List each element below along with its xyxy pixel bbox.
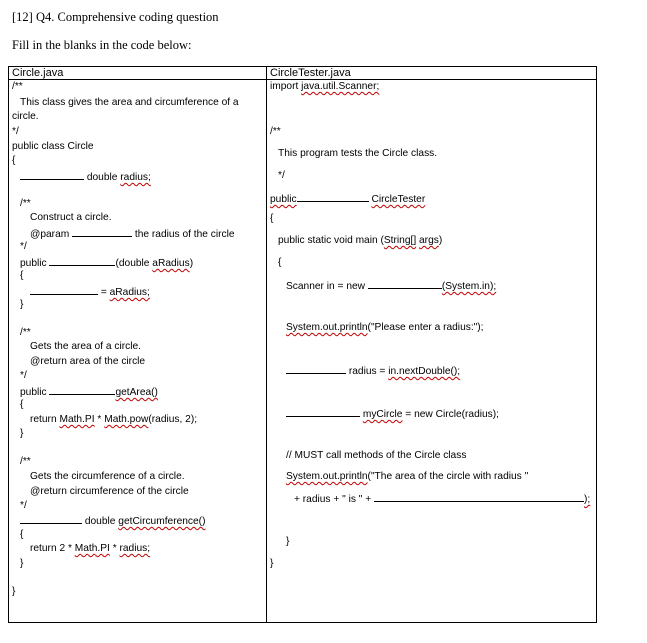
area-return [30, 414, 197, 426]
tester-class-name: CircleTester [371, 194, 426, 205]
class-open-brace: { [12, 155, 16, 166]
mycircle-var: myCircle [362, 409, 403, 420]
ctor-doc-param-line [30, 227, 235, 241]
tester-doc-text: This program tests the Circle class. [278, 148, 438, 159]
scanner-class-blank[interactable] [368, 279, 442, 289]
main-pre: public static void main ( [278, 235, 384, 246]
must-comment: // MUST call methods of the Circle class [286, 450, 467, 461]
import-package: java.util.Scanner; [301, 81, 380, 92]
area-doc-text: Gets the area of a circle. [30, 341, 141, 352]
tester-class-decl [270, 192, 425, 206]
tester-public: public [270, 194, 297, 205]
circ-doc-text: Gets the circumference of a circle. [30, 471, 185, 482]
area-close-brace: } [20, 428, 24, 439]
radius-type-blank[interactable] [286, 364, 346, 374]
circ-doc-return: @return circumference of the circle [30, 486, 189, 497]
param-name-blank[interactable] [72, 227, 132, 237]
class-doc-close: */ [12, 126, 19, 137]
field-modifier-blank[interactable] [20, 170, 84, 180]
scanner-pre: Scanner in = new [286, 281, 366, 292]
print1-line [286, 322, 484, 334]
ctor-doc-text: Construct a circle. [30, 212, 112, 223]
area-math-pow: Math.pow [104, 414, 149, 425]
main-signature [278, 235, 442, 247]
area-doc-close: */ [20, 370, 27, 381]
circle-java-filename: Circle.java [12, 67, 64, 79]
end-semicolon: ); [584, 494, 591, 505]
area-method-name: getArea() [115, 387, 158, 398]
question-title: [12] Q4. Comprehensive coding question [12, 10, 219, 24]
scanner-line [286, 279, 496, 293]
circ-modifier-blank[interactable] [20, 514, 82, 524]
field-name: radius; [120, 172, 151, 183]
main-post: ) [438, 235, 443, 246]
print2-arg: ("The area of the circle with radius " [367, 471, 529, 482]
ctor-assign-blank[interactable] [30, 285, 98, 295]
ctor-param-name: aRadius [152, 258, 190, 269]
circ-math-pi: Math.PI [74, 543, 110, 554]
area-return-type-blank[interactable] [49, 385, 115, 395]
main-open-brace: { [278, 257, 282, 268]
column-divider [266, 66, 267, 623]
print2-call: System.out.println [286, 471, 368, 482]
circ-radius: radius; [119, 543, 151, 554]
main-close-brace: } [286, 536, 290, 547]
print2-line [286, 471, 528, 483]
area-mul: * [94, 414, 105, 425]
circ-return [30, 543, 150, 555]
ctor-assign [30, 285, 150, 299]
ctor-name-blank[interactable] [49, 256, 115, 266]
radius-eq: radius = [348, 366, 386, 377]
ctor-doc-param-desc: the radius of the circle [134, 229, 235, 240]
header-divider [8, 79, 597, 80]
field-line [20, 170, 151, 184]
ctor-assign-eq: = [100, 287, 107, 298]
concat-line [294, 492, 590, 506]
ctor-params-post: ) [189, 258, 194, 269]
area-math-pi: Math.PI [59, 414, 95, 425]
mycircle-line [286, 407, 499, 421]
circ-type: double [84, 516, 116, 527]
circ-doc-open: /** [20, 456, 31, 467]
main-args-type: String[] [383, 235, 417, 246]
radius-rhs: in.nextDouble(); [388, 366, 461, 377]
class-doc-line2: circle. [12, 111, 39, 122]
print1-arg: ("Please enter a radius:"); [367, 322, 484, 333]
circle-class-close-brace: } [12, 586, 16, 597]
tester-class-kw-blank[interactable] [297, 192, 369, 202]
circ-close-brace: } [20, 558, 24, 569]
area-signature [20, 385, 158, 399]
circ-mul: * [109, 543, 120, 554]
class-doc-open: /** [12, 81, 23, 92]
area-return-kw: return [30, 414, 60, 425]
ctor-public: public [20, 258, 47, 269]
field-type: double [86, 172, 118, 183]
ctor-assign-rhs: aRadius; [109, 287, 150, 298]
ctor-doc-param-tag: @param [30, 229, 70, 240]
tester-doc-open: /** [270, 126, 281, 137]
circ-return-kw: return 2 * [30, 543, 75, 554]
tester-class-open-brace: { [270, 213, 274, 224]
class-declaration: public class Circle [12, 141, 94, 152]
mycircle-type-blank[interactable] [286, 407, 360, 417]
question-instruction: Fill in the blanks in the code below: [12, 38, 192, 52]
ctor-doc-close: */ [20, 241, 27, 252]
mycircle-rhs: = new Circle(radius); [402, 409, 499, 420]
area-doc-return: @return area of the circle [30, 356, 146, 367]
concat-text: + radius + " is " + [294, 494, 372, 505]
import-line [270, 81, 379, 93]
import-kw: import [270, 81, 302, 92]
ctor-doc-open: /** [20, 198, 31, 209]
ctor-params-pre: (double [115, 258, 153, 269]
ctor-close-brace: } [20, 299, 24, 310]
area-call-blank[interactable] [374, 492, 584, 502]
area-open-brace: { [20, 399, 24, 410]
tester-class-close-brace: } [270, 558, 274, 569]
ctor-signature [20, 256, 193, 270]
print1-call: System.out.println [286, 322, 368, 333]
area-pow-args: (radius, 2); [148, 414, 198, 425]
scanner-post: (System.in); [441, 281, 497, 292]
area-public: public [20, 387, 47, 398]
ctor-open-brace: { [20, 270, 24, 281]
circ-doc-close: */ [20, 500, 27, 511]
class-doc-line1: This class gives the area and circumference of a [20, 97, 239, 108]
tester-doc-close: */ [278, 170, 285, 181]
circ-method-name: getCircumference() [118, 516, 206, 527]
circ-signature [20, 514, 205, 528]
circletester-java-filename: CircleTester.java [270, 67, 351, 79]
circ-open-brace: { [20, 529, 24, 540]
main-args-name: args [419, 235, 439, 246]
radius-line [286, 364, 460, 378]
area-doc-open: /** [20, 327, 31, 338]
